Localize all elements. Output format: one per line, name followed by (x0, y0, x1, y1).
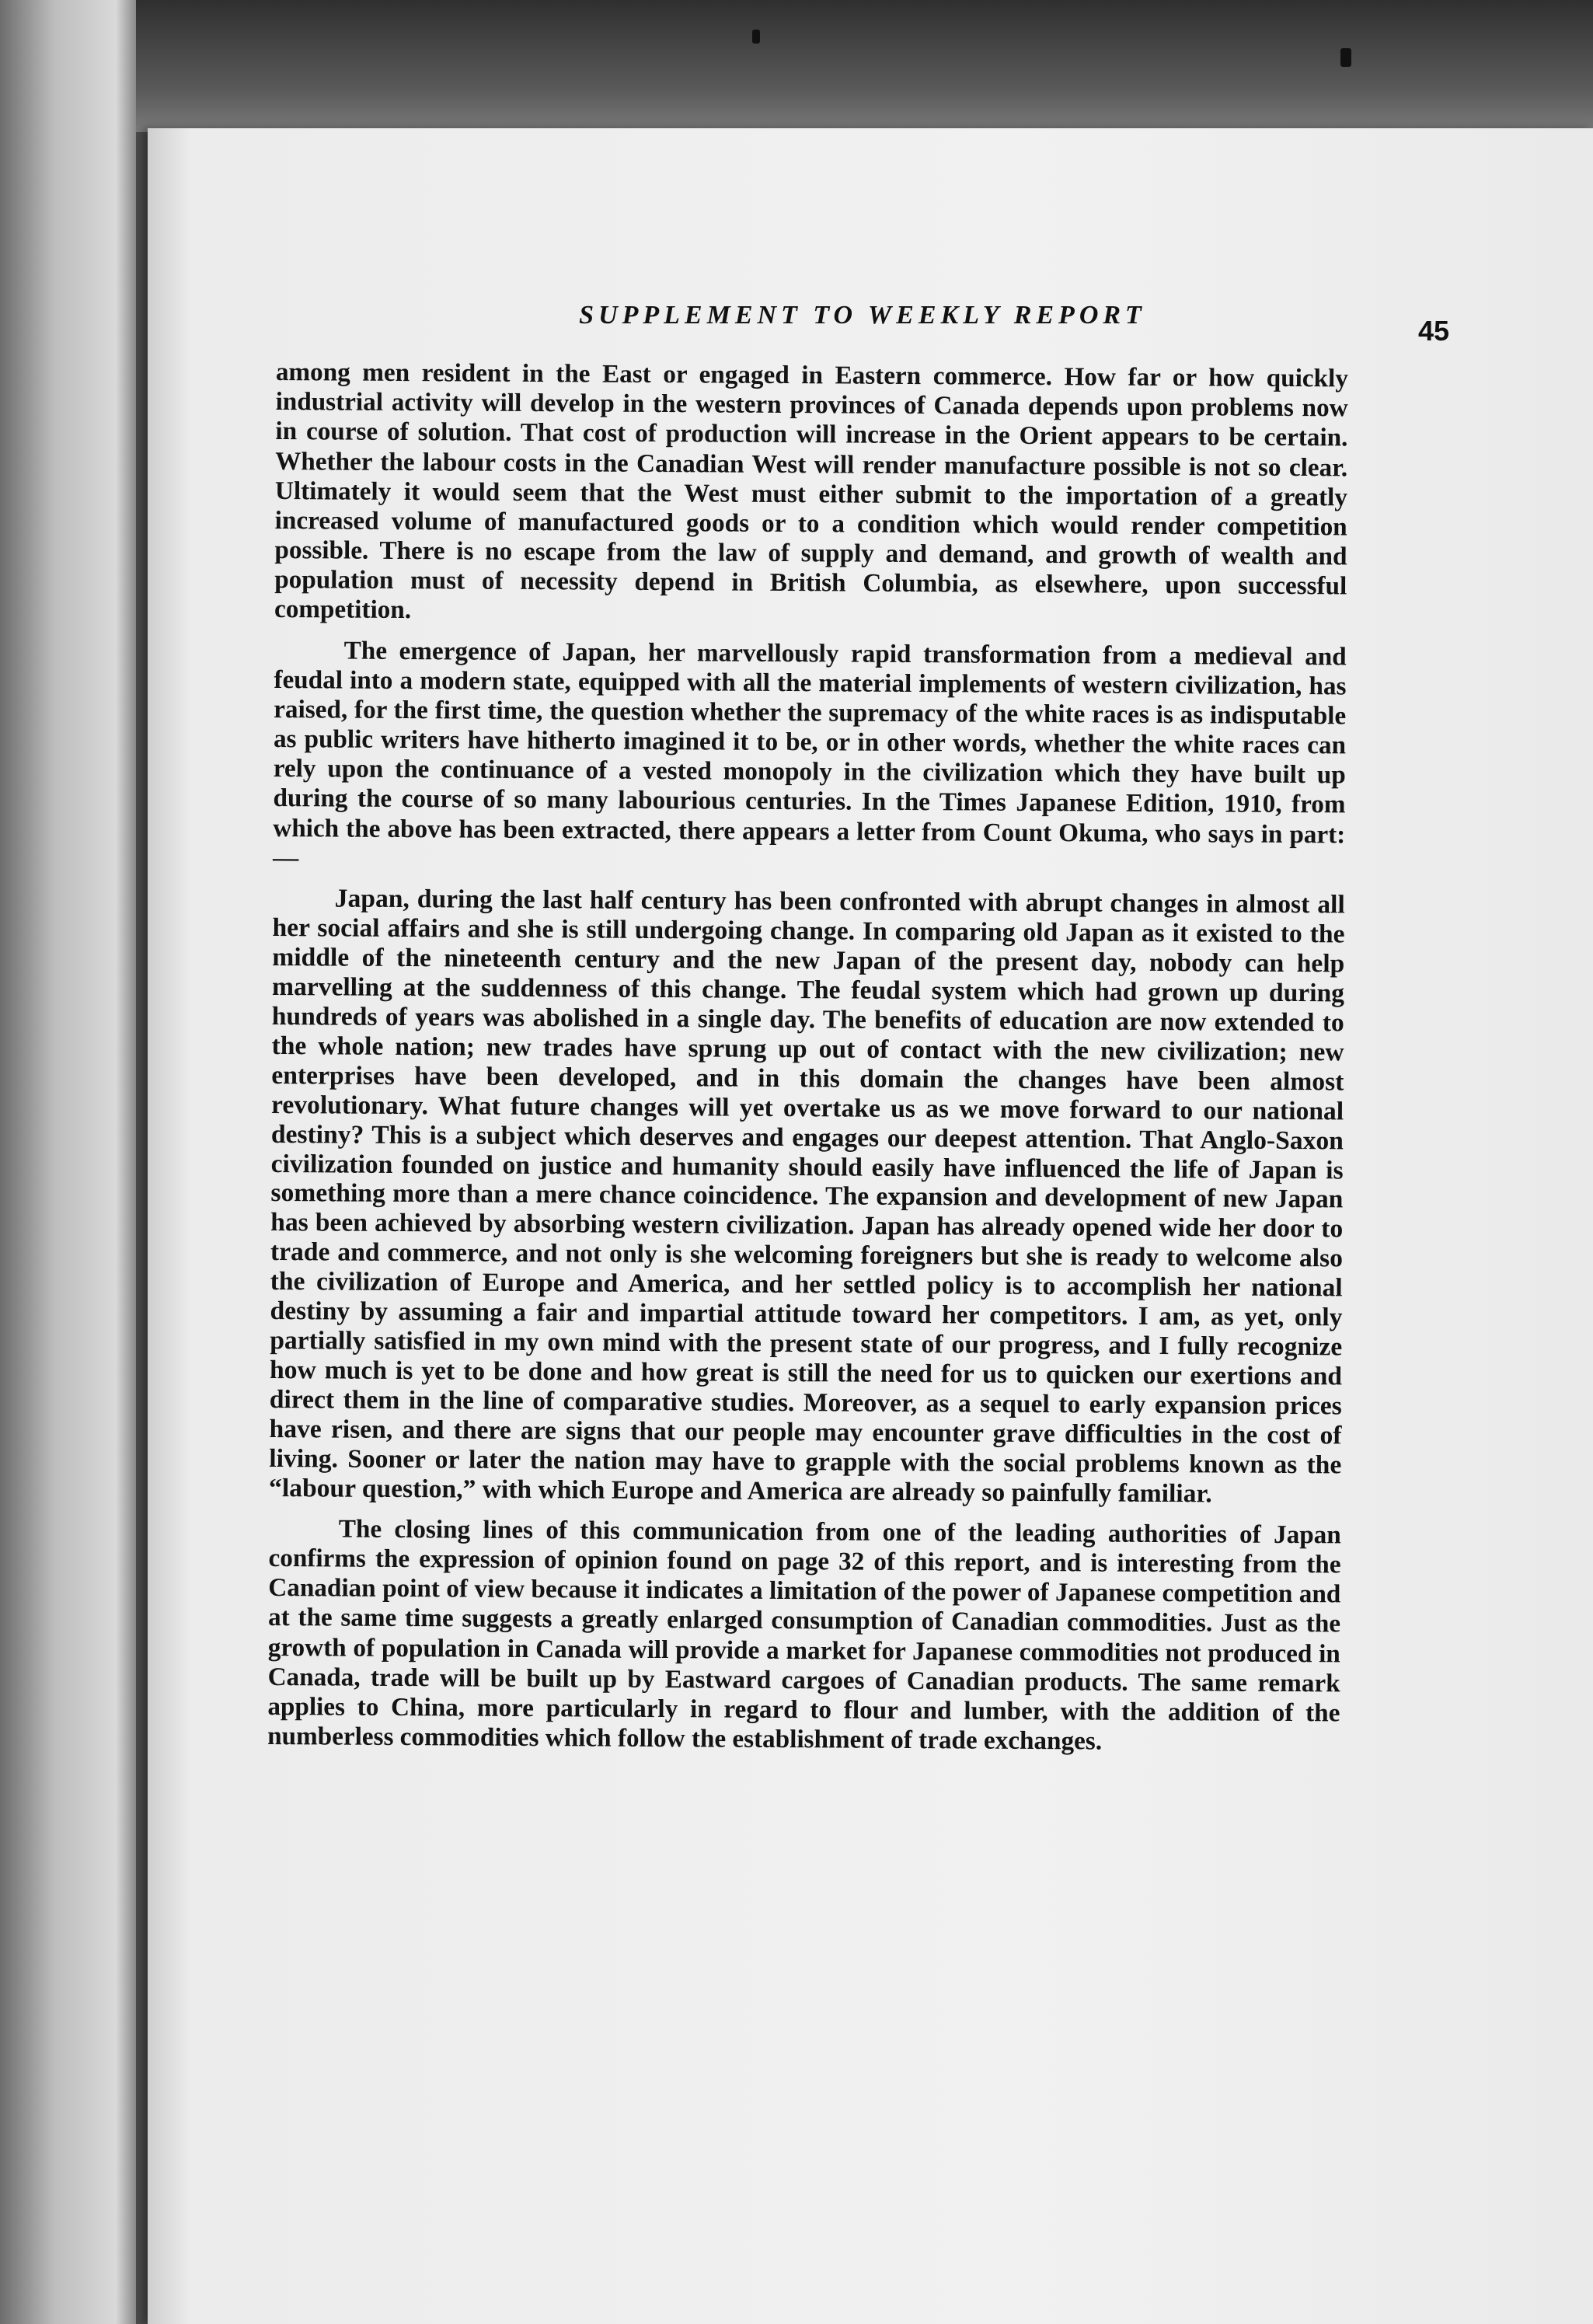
running-header: SUPPLEMENT TO WEEKLY REPORT (579, 301, 1146, 330)
paragraph: The emergence of Japan, her marvellously rapid transformation from a medieval and feudal into a modern state, equipped with all the material implements of western civilization, has raised, for the first time, the question whether the supremacy of the white races is as indisputable as public writers have hitherto imagined it to be, or in other words, whether the white races can rely upon the continuance of a vested monopoly in the civilization which they have built up during the course of so many labourious centuries. In the Times Japanese Edition, 1910, from which the above has been extracted, there appears a letter from Count Okuma, who says in part:— (272, 636, 1347, 872)
quoted-letter: Japan, during the last half century has been confronted with abrupt changes in almost all her social affairs and she is still undergoing change. In comparing old Japan as it existed to the middle of the nineteenth century and the new Japan of the present day, nobody can help marvelling at the suddenness of this change. The feudal system which had grown up during hundreds of years was abolished in a single day. The benefits of education are now extended to the whole nation; new trades have sprung up out of contact with the new civilization; new enterprises have been developed, and in this domain the changes have been almost revolutionary. What future changes will yet overtake us as we move forward to our national destiny? This is a subject which deserves and engages our deepest attention. That Anglo-Saxon civilization founded on justice and humanity should easily have influenced the life of Japan is something more than a mere chance coincidence. The expansion and development of new Japan has been achieved by absorbing western civilization. Japan has already opened wide her door to trade and commerce, and not only is she welcoming foreigners but she is ready to welcome also the civilization of Europe and America, and her settled policy is to accomplish her national destiny by assuming a fair and impartial attitude toward her competitors. I am, as yet, only partially satisfied in my own mind with the present state of our progress, and I fully recognize how much is yet to be done and how great is still the need for us to quicken our exertions and direct them in the line of comparative studies. Moreover, as a sequel to early expansion prices have risen, and there are signs that our people may encounter grave difficulties in the cost of living. Sooner or later the nation may have to grapple with the social problems known as the “labour question,” with which Europe and America are already so painfully familiar. (269, 884, 1345, 1509)
body-text (267, 358, 1348, 1769)
scan-left-page-edge (0, 0, 136, 2324)
page-number: 45 (1417, 315, 1449, 347)
scan-speck (1340, 48, 1351, 67)
paragraph: among men resident in the East or engaged in Eastern commerce. How far or how quickly industrial activity will develop in the western provinces of Canada depends upon problems now in course of solution. That cost of production will increase in the Orient appears to be certain. Whether the labour costs in the Canadian West will render manufacture possible is not so clear. Ultimately it would seem that the West must either submit to the importation of a greatly increased volume of manufactured goods or to a condition which would render competition possible. There is no escape from the law of supply and demand, and growth of wealth and population must of necessity depend in British Columbia, as elsewhere, upon successful competition. (274, 358, 1348, 625)
scan-speck (752, 30, 760, 44)
scan-top-border (0, 0, 1593, 132)
document-page (148, 128, 1593, 2324)
paragraph: The closing lines of this communication from one of the leading authorities of Japan confirms the expression of opinion found on page 32 of this report, and is interesting from the Canadian point of view because it indicates a limitation of the power of Japanese competition and at the same time suggests a greatly enlarged consumption of Canadian commodities. Just as the growth of population in Canada will provide a market for Japanese commodities not produced in Canada, trade will be built up by Eastward cargoes of Canadian products. The same remark applies to China, more particularly in regard to flour and lumber, with the addition of the numberless commodities which follow the establishment of trade exchanges. (267, 1514, 1341, 1756)
